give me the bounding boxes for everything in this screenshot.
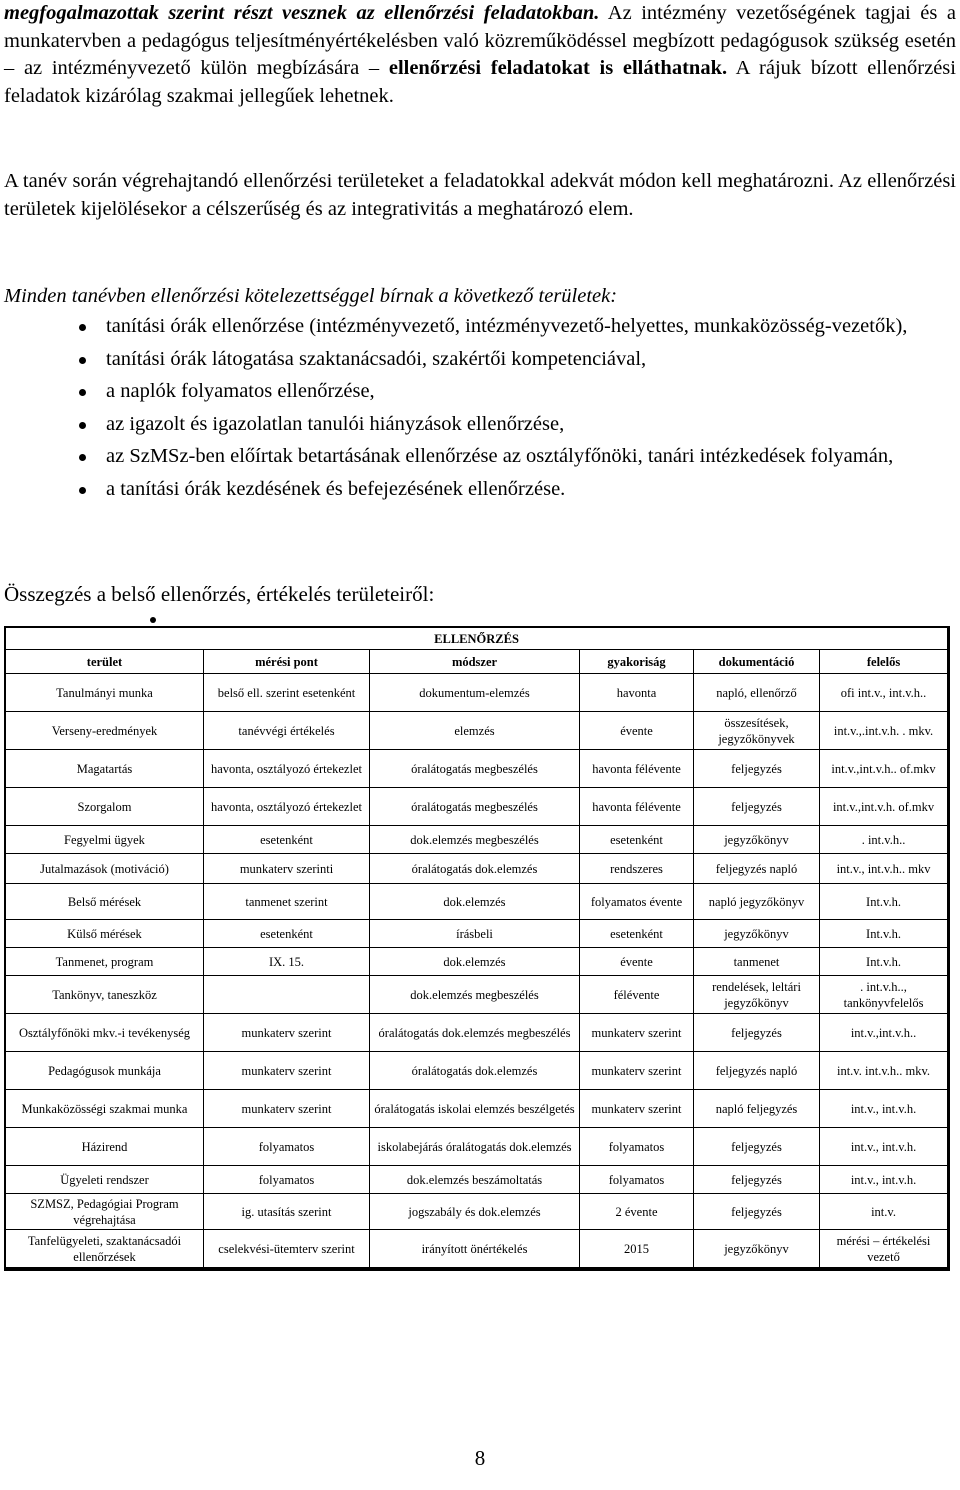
table-cell: tanmenet [694,948,820,976]
table-cell: int.v.,int.v.h. of.mkv [820,788,948,826]
table-cell: jegyzőkönyv [694,1230,820,1268]
table-cell: tanévvégi értékelés [204,712,370,750]
table-cell: havonta [580,674,694,712]
table-cell: jegyzőkönyv [694,920,820,948]
table-cell: Ügyeleti rendszer [6,1166,204,1194]
table-cell: munkaterv szerint [204,1052,370,1090]
table-cell: int.v.,int.v.h.. [820,1014,948,1052]
table-row [6,1128,948,1166]
summary-title: Összegzés a belső ellenőrzés, értékelés területeiről: [4,582,435,606]
table-row [6,1052,948,1090]
table-cell: int.v.,.int.v.h. . mkv. [820,712,948,750]
table-cell: 2 évente [580,1194,694,1230]
table-row [6,920,948,948]
table-row [6,750,948,788]
control-table-wrapper [4,626,950,1271]
table-row [6,788,948,826]
list-item: az SzMSz-ben előírtak betartásának ellenőrzése az osztályfőnöki, tanári intézkedések folyamán, [106,443,956,471]
table-cell [204,976,370,1014]
table-cell: cselekvési-ütemterv szerint [204,1230,370,1268]
table-cell: óralátogatás iskolai elemzés beszélgetés [370,1090,580,1128]
table-cell: összesítések, jegyzőkönyvek [694,712,820,750]
table-cell: Jutalmazások (motiváció) [6,854,204,884]
list-item: tanítási órák ellenőrzése (intézményvezető, intézményvezető-helyettes, munkaközösség-vezetők), [106,313,956,341]
table-cell: folyamatos [204,1166,370,1194]
table-row [6,826,948,854]
control-table [5,627,948,1268]
table-row [6,1230,948,1268]
bullet-dot [150,617,156,623]
table-cell: írásbeli [370,920,580,948]
table-row [6,976,948,1014]
table-cell: Munkaközösségi szakmai munka [6,1090,204,1128]
column-header: módszer [370,650,580,674]
intro-bold: ellenőrzési feladatokat is elláthatnak. [388,57,728,79]
table-cell: dok.elemzés beszámoltatás [370,1166,580,1194]
table-cell: SZMSZ, Pedagógiai Program végrehajtása [6,1194,204,1230]
table-cell: Szorgalom [6,788,204,826]
intro-paragraph [4,0,956,110]
table-cell: óralátogatás dok.elemzés [370,854,580,884]
mandatory-areas-heading: Minden tanévben ellenőrzési kötelezettséggel bírnak a következő területek: [4,285,618,307]
table-cell: folyamatos [204,1128,370,1166]
table-cell: Külső mérések [6,920,204,948]
table-row [6,948,948,976]
table-cell: óralátogatás dok.elemzés megbeszélés [370,1014,580,1052]
table-cell: Belső mérések [6,884,204,920]
table-cell: napló jegyzőkönyv [694,884,820,920]
table-cell: int.v., int.v.h.. mkv [820,854,948,884]
table-cell: óralátogatás megbeszélés [370,788,580,826]
table-cell: munkaterv szerint [204,1090,370,1128]
table-cell: esetenként [580,920,694,948]
table-cell: Osztályfőnöki mkv.-i tevékenység [6,1014,204,1052]
table-cell: int.v., int.v.h. [820,1128,948,1166]
table-cell: munkaterv szerinti [204,854,370,884]
table-cell: Tankönyv, taneszköz [6,976,204,1014]
table-cell: feljegyzés napló [694,854,820,884]
table-cell: rendelések, leltári jegyzőkönyv [694,976,820,1014]
table-cell: Int.v.h. [820,948,948,976]
table-cell: félévente [580,976,694,1014]
areas-paragraph: A tanév során végrehajtandó ellenőrzési területeket a feladatokkal adekvát módon kell meghatározni. Az ellenőrzési területek kijelölésekor a célszerűség és az integrativitás a meghatározó elem. [4,170,956,220]
table-cell: Házirend [6,1128,204,1166]
table-row [6,674,948,712]
table-cell: dok.elemzés [370,948,580,976]
intro-middle: Az intézmény vezetőségének tagjai és a munkatervben a pedagógus teljesítményértékelésben való közreműködéssel megbízott pedagógusok szükség esetén – az intézményvezető külön megbízására – [4,2,956,79]
table-cell: óralátogatás megbeszélés [370,750,580,788]
table-cell: elemzés [370,712,580,750]
table-cell: napló, ellenőrző [694,674,820,712]
table-cell: Int.v.h. [820,884,948,920]
page-number: 8 [474,1446,486,1470]
table-cell: munkaterv szerint [580,1090,694,1128]
table-cell: mérési – értékelési vezető [820,1230,948,1268]
table-cell: munkaterv szerint [580,1052,694,1090]
table-cell: óralátogatás dok.elemzés [370,1052,580,1090]
table-cell: jogszabály és dok.elemzés [370,1194,580,1230]
table-cell: tanmenet szerint [204,884,370,920]
list-item: az igazolt és igazolatlan tanulói hiányzások ellenőrzése, [106,411,956,439]
table-cell: napló feljegyzés [694,1090,820,1128]
column-header: gyakoriság [580,650,694,674]
column-header: dokumentáció [694,650,820,674]
table-cell: évente [580,712,694,750]
table-cell: int.v. [820,1194,948,1230]
table-header-row [6,650,948,674]
table-cell: 2015 [580,1230,694,1268]
table-cell: dok.elemzés [370,884,580,920]
table-cell: feljegyzés napló [694,1052,820,1090]
table-cell: int.v., int.v.h. [820,1166,948,1194]
table-cell: feljegyzés [694,1166,820,1194]
table-body [6,674,948,1268]
table-cell: folyamatos [580,1166,694,1194]
table-cell: int.v. int.v.h.. mkv. [820,1052,948,1090]
list-item: a naplók folyamatos ellenőrzése, [106,378,956,406]
table-cell: Int.v.h. [820,920,948,948]
table-cell: int.v.,int.v.h.. of.mkv [820,750,948,788]
table-cell: jegyzőkönyv [694,826,820,854]
table-cell: int.v., int.v.h. [820,1090,948,1128]
table-cell: ofi int.v., int.v.h.. [820,674,948,712]
table-cell: dok.elemzés megbeszélés [370,826,580,854]
table-row [6,884,948,920]
table-cell: havonta félévente [580,788,694,826]
table-cell: feljegyzés [694,750,820,788]
table-cell: Tanmenet, program [6,948,204,976]
table-cell: havonta félévente [580,750,694,788]
list-item: tanítási órák látogatása szaktanácsadói, szakértői kompetenciával, [106,346,956,374]
table-row [6,1014,948,1052]
table-cell: irányított önértékelés [370,1230,580,1268]
column-header: felelős [820,650,948,674]
table-cell: folyamatos évente [580,884,694,920]
table-cell: esetenként [204,826,370,854]
table-cell: Magatartás [6,750,204,788]
table-cell: feljegyzés [694,1128,820,1166]
table-cell: feljegyzés [694,1194,820,1230]
table-cell: munkaterv szerint [580,1014,694,1052]
table-cell: folyamatos [580,1128,694,1166]
column-header: mérési pont [204,650,370,674]
table-cell: havonta, osztályozó értekezlet [204,750,370,788]
table-cell: Tanulmányi munka [6,674,204,712]
intro-lead: megfogalmazottak szerint részt vesznek az ellenőrzési feladatokban. [4,2,600,24]
table-cell: munkaterv szerint [204,1014,370,1052]
table-cell: feljegyzés [694,788,820,826]
intro-tail: A rájuk bízott ellenőrzési feladatok kizárólag szakmai jellegűek lehetnek. [4,57,956,107]
table-cell: Fegyelmi ügyek [6,826,204,854]
table-cell: dokumentum-elemzés [370,674,580,712]
table-row [6,854,948,884]
table-cell: Tanfelügyeleti, szaktanácsadói ellenőrzések [6,1230,204,1268]
table-cell: belső ell. szerint esetenként [204,674,370,712]
table-cell: feljegyzés [694,1014,820,1052]
mandatory-areas-list [0,313,956,508]
table-cell: esetenként [204,920,370,948]
table-cell: évente [580,948,694,976]
table-row [6,1090,948,1128]
table-cell: havonta, osztályozó értekezlet [204,788,370,826]
table-cell: iskolabejárás óralátogatás dok.elemzés [370,1128,580,1166]
table-cell: IX. 15. [204,948,370,976]
list-item: a tanítási órák kezdésének és befejezésének ellenőrzése. [106,476,956,504]
table-row [6,1194,948,1230]
table-cell: Pedagógusok munkája [6,1052,204,1090]
table-cell: rendszeres [580,854,694,884]
table-row [6,712,948,750]
column-header: terület [6,650,204,674]
table-cell: . int.v.h.., tankönyvfelelős [820,976,948,1014]
table-row [6,1166,948,1194]
table-cell: . int.v.h.. [820,826,948,854]
table-group-header: ELLENŐRZÉS [6,628,948,650]
table-cell: ig. utasítás szerint [204,1194,370,1230]
table-cell: Verseny-eredmények [6,712,204,750]
table-cell: esetenként [580,826,694,854]
table-cell: dok.elemzés megbeszélés [370,976,580,1014]
